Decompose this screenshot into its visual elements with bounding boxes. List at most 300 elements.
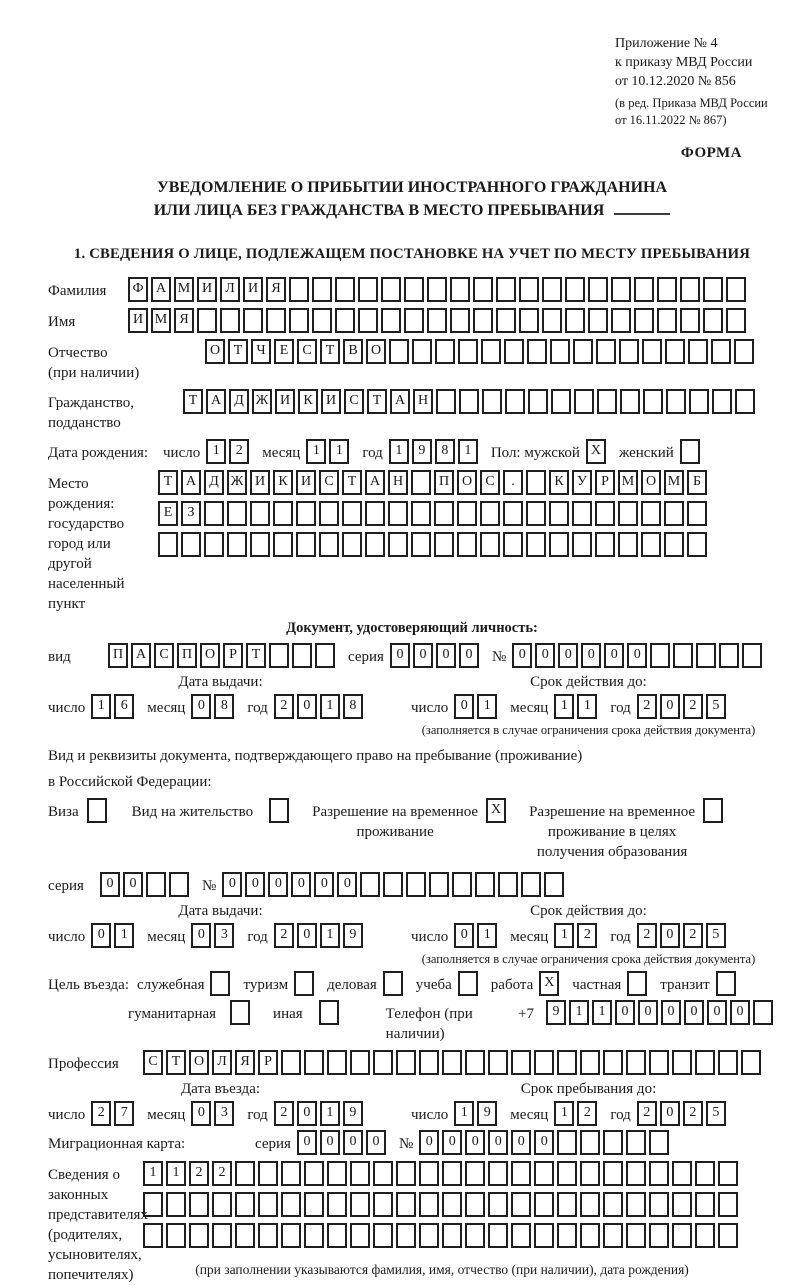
citizenship-cell[interactable]: А [390,389,410,414]
profession-cell[interactable] [488,1050,508,1075]
surname-cell[interactable] [657,277,677,302]
representatives-row3-cell[interactable] [534,1223,554,1248]
representatives-row2-cell[interactable] [442,1192,462,1217]
entry-day-cell[interactable]: 2 [91,1101,111,1126]
patronymic-cell[interactable] [504,339,524,364]
birth-place-row2-cell[interactable] [250,501,270,526]
mig-series-cell[interactable]: 0 [297,1130,317,1155]
representatives-row1-cell[interactable] [327,1161,347,1186]
birth-place-row3-cell[interactable] [204,532,224,557]
mig-number-cell[interactable] [580,1130,600,1155]
birth-place-row1-cell[interactable]: Д [204,470,224,495]
birth-place-row1-cell[interactable]: О [457,470,477,495]
patronymic-cell[interactable]: О [366,339,386,364]
birth-place-row3-cell[interactable] [664,532,684,557]
res-series-cell[interactable]: 0 [100,872,120,897]
birth-place-row2-cell[interactable]: З [181,501,201,526]
doc-valid-month-cell[interactable]: 1 [577,694,597,719]
representatives-row1-cell[interactable] [534,1161,554,1186]
doc-valid-year-cell[interactable]: 0 [660,694,680,719]
doc-issue-year-cell[interactable]: 1 [320,694,340,719]
stay-year-cell[interactable]: 0 [660,1101,680,1126]
representatives-row2-cell[interactable] [235,1192,255,1217]
purpose-study-cell[interactable] [458,971,478,996]
stay-year-cell[interactable]: 2 [637,1101,657,1126]
doc-type-cell[interactable] [269,643,289,668]
patronymic-cell[interactable] [642,339,662,364]
given-name-cell[interactable] [243,308,263,333]
representatives-row1-cell[interactable] [603,1161,623,1186]
representatives-row3-cell[interactable] [580,1223,600,1248]
birth-place-row2-cell[interactable] [503,501,523,526]
birth-place-row3-cell[interactable] [342,532,362,557]
birth-place-row2-cell[interactable] [457,501,477,526]
doc-type-cell[interactable]: Р [223,643,243,668]
residence-permit-cell[interactable] [269,798,289,823]
res-issue-year-cell[interactable]: 0 [297,923,317,948]
given-name-cell[interactable] [404,308,424,333]
citizenship-cell[interactable] [505,389,525,414]
res-number-cell[interactable]: 0 [245,872,265,897]
patronymic-cell[interactable] [734,339,754,364]
purpose-work-cell[interactable]: X [539,971,559,996]
res-issue-day-cell[interactable]: 1 [114,923,134,948]
res-number-cell[interactable]: 0 [268,872,288,897]
res-issue-year-cell[interactable]: 9 [343,923,363,948]
representatives-row3-cell[interactable] [557,1223,577,1248]
citizenship-cell[interactable] [643,389,663,414]
profession-cell[interactable] [741,1050,761,1075]
given-name-cell[interactable] [496,308,516,333]
birth-place-row3-cell[interactable] [365,532,385,557]
surname-cell[interactable] [289,277,309,302]
profession-cell[interactable] [442,1050,462,1075]
citizenship-cell[interactable] [551,389,571,414]
mig-number-cell[interactable]: 0 [511,1130,531,1155]
citizenship-cell[interactable] [528,389,548,414]
citizenship-cell[interactable] [482,389,502,414]
doc-issue-day-cell[interactable]: 1 [91,694,111,719]
surname-cell[interactable] [542,277,562,302]
given-name-cell[interactable] [657,308,677,333]
profession-cell[interactable] [718,1050,738,1075]
doc-number-cell[interactable]: 0 [558,643,578,668]
res-series-cell[interactable] [169,872,189,897]
representatives-row2-cell[interactable] [281,1192,301,1217]
surname-cell[interactable] [404,277,424,302]
representatives-row2-cell[interactable] [626,1192,646,1217]
patronymic-cell[interactable]: О [205,339,225,364]
surname-cell[interactable] [726,277,746,302]
patronymic-cell[interactable] [688,339,708,364]
citizenship-cell[interactable]: С [344,389,364,414]
birth-place-row1-cell[interactable]: Т [158,470,178,495]
patronymic-cell[interactable] [435,339,455,364]
profession-cell[interactable]: О [189,1050,209,1075]
doc-issue-year-cell[interactable]: 2 [274,694,294,719]
patronymic-cell[interactable] [573,339,593,364]
surname-cell[interactable] [519,277,539,302]
representatives-row3-cell[interactable] [304,1223,324,1248]
res-number-cell[interactable]: 0 [222,872,242,897]
surname-cell[interactable]: А [151,277,171,302]
patronymic-cell[interactable]: В [343,339,363,364]
given-name-cell[interactable] [519,308,539,333]
patronymic-cell[interactable] [711,339,731,364]
entry-month-cell[interactable]: 0 [191,1101,211,1126]
mig-number-cell[interactable] [649,1130,669,1155]
birth-place-row3-cell[interactable] [595,532,615,557]
profession-cell[interactable] [419,1050,439,1075]
birth-place-row2-cell[interactable] [319,501,339,526]
citizenship-cell[interactable] [689,389,709,414]
birth-place-row1-cell[interactable]: А [181,470,201,495]
phone-cell[interactable]: 0 [684,1000,704,1025]
birth-place-row1-cell[interactable]: М [664,470,684,495]
mig-series-cell[interactable]: 0 [320,1130,340,1155]
birth-place-row1-cell[interactable]: Р [595,470,615,495]
representatives-row1-cell[interactable] [626,1161,646,1186]
birth-place-row1-cell[interactable]: А [365,470,385,495]
birth-place-row3-cell[interactable] [273,532,293,557]
patronymic-cell[interactable]: Т [320,339,340,364]
representatives-row1-cell[interactable] [442,1161,462,1186]
given-name-cell[interactable] [220,308,240,333]
birth-place-row2-cell[interactable] [687,501,707,526]
citizenship-cell[interactable] [436,389,456,414]
res-number-cell[interactable] [406,872,426,897]
given-name-cell[interactable] [588,308,608,333]
representatives-row3-cell[interactable] [327,1223,347,1248]
res-issue-year-cell[interactable]: 2 [274,923,294,948]
birth-place-row1-cell[interactable]: Ж [227,470,247,495]
doc-type-cell[interactable]: П [108,643,128,668]
representatives-row3-cell[interactable] [626,1223,646,1248]
birth-place-row3-cell[interactable] [618,532,638,557]
representatives-row1-cell[interactable] [396,1161,416,1186]
phone-cell[interactable]: 0 [730,1000,750,1025]
surname-cell[interactable] [427,277,447,302]
res-number-cell[interactable]: 0 [337,872,357,897]
patronymic-cell[interactable] [550,339,570,364]
birth-place-row1-cell[interactable]: У [572,470,592,495]
birth-place-row3-cell[interactable] [434,532,454,557]
mig-number-cell[interactable]: 0 [534,1130,554,1155]
representatives-row1-cell[interactable] [511,1161,531,1186]
birth-place-row1-cell[interactable]: . [503,470,523,495]
representatives-row1-cell[interactable] [488,1161,508,1186]
representatives-row3-cell[interactable] [235,1223,255,1248]
representatives-row2-cell[interactable] [419,1192,439,1217]
surname-cell[interactable] [496,277,516,302]
given-name-cell[interactable] [542,308,562,333]
citizenship-cell[interactable]: Т [367,389,387,414]
representatives-row2-cell[interactable] [603,1192,623,1217]
birth-place-row2-cell[interactable] [480,501,500,526]
birth-place-row3-cell[interactable] [296,532,316,557]
representatives-row1-cell[interactable]: 2 [189,1161,209,1186]
res-valid-year-cell[interactable]: 2 [683,923,703,948]
representatives-row2-cell[interactable] [396,1192,416,1217]
given-name-cell[interactable] [565,308,585,333]
birth-year-cell[interactable]: 1 [389,439,409,464]
profession-cell[interactable] [649,1050,669,1075]
res-issue-day-cell[interactable]: 0 [91,923,111,948]
birth-place-row1-cell[interactable]: И [296,470,316,495]
representatives-row3-cell[interactable] [442,1223,462,1248]
birth-place-row1-cell[interactable] [526,470,546,495]
doc-number-cell[interactable]: 0 [512,643,532,668]
birth-place-row3-cell[interactable] [457,532,477,557]
birth-place-row2-cell[interactable] [273,501,293,526]
given-name-cell[interactable] [450,308,470,333]
doc-number-cell[interactable] [742,643,762,668]
given-name-cell[interactable] [358,308,378,333]
representatives-row1-cell[interactable]: 1 [166,1161,186,1186]
res-number-cell[interactable] [475,872,495,897]
representatives-row1-cell[interactable] [304,1161,324,1186]
given-name-cell[interactable] [335,308,355,333]
birth-place-row3-cell[interactable] [687,532,707,557]
birth-place-row2-cell[interactable] [549,501,569,526]
birth-month-cell[interactable]: 1 [329,439,349,464]
representatives-row1-cell[interactable] [350,1161,370,1186]
citizenship-cell[interactable]: К [298,389,318,414]
representatives-row1-cell[interactable] [373,1161,393,1186]
entry-year-cell[interactable]: 1 [320,1101,340,1126]
doc-series-cell[interactable]: 0 [459,643,479,668]
mig-number-cell[interactable]: 0 [419,1130,439,1155]
representatives-row2-cell[interactable] [166,1192,186,1217]
temp-residence-edu-cell[interactable] [703,798,723,823]
doc-valid-year-cell[interactable]: 2 [683,694,703,719]
birth-place-row3-cell[interactable] [319,532,339,557]
doc-number-cell[interactable]: 0 [627,643,647,668]
birth-place-row1-cell[interactable]: С [480,470,500,495]
mig-series-cell[interactable]: 0 [366,1130,386,1155]
birth-place-row3-cell[interactable] [503,532,523,557]
given-name-cell[interactable] [703,308,723,333]
representatives-row1-cell[interactable] [695,1161,715,1186]
phone-cell[interactable]: 1 [592,1000,612,1025]
patronymic-cell[interactable] [412,339,432,364]
birth-place-row3-cell[interactable] [250,532,270,557]
surname-cell[interactable] [703,277,723,302]
representatives-row2-cell[interactable] [580,1192,600,1217]
given-name-cell[interactable] [289,308,309,333]
given-name-cell[interactable] [473,308,493,333]
purpose-transit-cell[interactable] [716,971,736,996]
birth-place-row1-cell[interactable]: Н [388,470,408,495]
res-number-cell[interactable] [521,872,541,897]
profession-cell[interactable] [672,1050,692,1075]
citizenship-cell[interactable]: Ж [252,389,272,414]
res-valid-day-cell[interactable]: 1 [477,923,497,948]
patronymic-cell[interactable] [619,339,639,364]
res-valid-month-cell[interactable]: 1 [554,923,574,948]
citizenship-cell[interactable] [459,389,479,414]
representatives-row3-cell[interactable] [465,1223,485,1248]
doc-series-cell[interactable]: 0 [436,643,456,668]
doc-issue-year-cell[interactable]: 8 [343,694,363,719]
citizenship-cell[interactable]: А [206,389,226,414]
surname-cell[interactable] [335,277,355,302]
surname-cell[interactable]: Ф [128,277,148,302]
mig-number-cell[interactable] [626,1130,646,1155]
birth-place-row1-cell[interactable]: С [319,470,339,495]
birth-place-row2-cell[interactable] [434,501,454,526]
entry-year-cell[interactable]: 0 [297,1101,317,1126]
surname-cell[interactable] [634,277,654,302]
given-name-cell[interactable] [427,308,447,333]
doc-valid-month-cell[interactable]: 1 [554,694,574,719]
res-valid-year-cell[interactable]: 5 [706,923,726,948]
citizenship-cell[interactable]: Т [183,389,203,414]
given-name-cell[interactable]: И [128,308,148,333]
res-series-cell[interactable] [146,872,166,897]
birth-place-row3-cell[interactable] [181,532,201,557]
representatives-row2-cell[interactable] [557,1192,577,1217]
doc-issue-month-cell[interactable]: 8 [214,694,234,719]
representatives-row1-cell[interactable]: 2 [212,1161,232,1186]
given-name-cell[interactable] [266,308,286,333]
birth-place-row2-cell[interactable] [227,501,247,526]
representatives-row2-cell[interactable] [695,1192,715,1217]
citizenship-cell[interactable]: Н [413,389,433,414]
stay-year-cell[interactable]: 2 [683,1101,703,1126]
phone-cell[interactable] [753,1000,773,1025]
doc-type-cell[interactable]: О [200,643,220,668]
birth-place-row2-cell[interactable] [342,501,362,526]
res-issue-month-cell[interactable]: 0 [191,923,211,948]
surname-cell[interactable] [381,277,401,302]
representatives-row2-cell[interactable] [143,1192,163,1217]
representatives-row1-cell[interactable] [258,1161,278,1186]
res-number-cell[interactable]: 0 [291,872,311,897]
representatives-row3-cell[interactable] [419,1223,439,1248]
res-valid-month-cell[interactable]: 2 [577,923,597,948]
birth-year-cell[interactable]: 1 [458,439,478,464]
entry-month-cell[interactable]: 3 [214,1101,234,1126]
representatives-row3-cell[interactable] [166,1223,186,1248]
res-number-cell[interactable] [498,872,518,897]
citizenship-cell[interactable] [666,389,686,414]
citizenship-cell[interactable] [712,389,732,414]
birth-year-cell[interactable]: 9 [412,439,432,464]
given-name-cell[interactable] [726,308,746,333]
citizenship-cell[interactable]: Д [229,389,249,414]
birth-place-row3-cell[interactable] [388,532,408,557]
doc-issue-year-cell[interactable]: 0 [297,694,317,719]
doc-series-cell[interactable]: 0 [390,643,410,668]
stay-day-cell[interactable]: 9 [477,1101,497,1126]
purpose-private-cell[interactable] [627,971,647,996]
citizenship-cell[interactable] [735,389,755,414]
citizenship-cell[interactable] [597,389,617,414]
profession-cell[interactable] [281,1050,301,1075]
birth-place-row1-cell[interactable]: Т [342,470,362,495]
representatives-row3-cell[interactable] [212,1223,232,1248]
birth-place-row1-cell[interactable] [411,470,431,495]
patronymic-cell[interactable] [481,339,501,364]
res-number-cell[interactable]: 0 [314,872,334,897]
surname-cell[interactable] [611,277,631,302]
representatives-row2-cell[interactable] [350,1192,370,1217]
profession-cell[interactable] [511,1050,531,1075]
representatives-row2-cell[interactable] [304,1192,324,1217]
doc-number-cell[interactable] [719,643,739,668]
patronymic-cell[interactable] [458,339,478,364]
birth-place-row3-cell[interactable] [158,532,178,557]
birth-place-row2-cell[interactable] [664,501,684,526]
birth-place-row1-cell[interactable]: И [250,470,270,495]
birth-place-row1-cell[interactable]: К [549,470,569,495]
doc-number-cell[interactable]: 0 [535,643,555,668]
birth-place-row2-cell[interactable] [595,501,615,526]
representatives-row3-cell[interactable] [672,1223,692,1248]
res-valid-year-cell[interactable]: 0 [660,923,680,948]
temp-residence-cell[interactable]: X [486,798,506,823]
profession-cell[interactable] [695,1050,715,1075]
birth-place-row2-cell[interactable] [296,501,316,526]
representatives-row2-cell[interactable] [465,1192,485,1217]
representatives-row1-cell[interactable] [672,1161,692,1186]
res-issue-year-cell[interactable]: 1 [320,923,340,948]
representatives-row3-cell[interactable] [511,1223,531,1248]
citizenship-cell[interactable]: И [275,389,295,414]
birth-place-row1-cell[interactable]: М [618,470,638,495]
birth-month-cell[interactable]: 1 [306,439,326,464]
stay-month-cell[interactable]: 1 [554,1101,574,1126]
patronymic-cell[interactable]: Т [228,339,248,364]
mig-number-cell[interactable] [557,1130,577,1155]
birth-place-row2-cell[interactable] [365,501,385,526]
surname-cell[interactable] [450,277,470,302]
patronymic-cell[interactable]: Ч [251,339,271,364]
birth-place-row3-cell[interactable] [411,532,431,557]
profession-cell[interactable] [626,1050,646,1075]
representatives-row3-cell[interactable] [695,1223,715,1248]
res-number-cell[interactable] [452,872,472,897]
doc-type-cell[interactable] [292,643,312,668]
doc-issue-day-cell[interactable]: 6 [114,694,134,719]
mig-series-cell[interactable]: 0 [343,1130,363,1155]
profession-cell[interactable]: С [143,1050,163,1075]
representatives-row1-cell[interactable] [718,1161,738,1186]
patronymic-cell[interactable]: С [297,339,317,364]
birth-place-row2-cell[interactable]: Е [158,501,178,526]
surname-cell[interactable] [358,277,378,302]
surname-cell[interactable]: М [174,277,194,302]
doc-series-cell[interactable]: 0 [413,643,433,668]
representatives-row3-cell[interactable] [603,1223,623,1248]
birth-place-row2-cell[interactable] [204,501,224,526]
representatives-row3-cell[interactable] [143,1223,163,1248]
profession-cell[interactable] [396,1050,416,1075]
representatives-row2-cell[interactable] [534,1192,554,1217]
profession-cell[interactable]: Л [212,1050,232,1075]
patronymic-cell[interactable] [665,339,685,364]
representatives-row2-cell[interactable] [672,1192,692,1217]
res-number-cell[interactable] [383,872,403,897]
res-valid-day-cell[interactable]: 0 [454,923,474,948]
representatives-row2-cell[interactable] [718,1192,738,1217]
surname-cell[interactable]: И [243,277,263,302]
representatives-row3-cell[interactable] [718,1223,738,1248]
given-name-cell[interactable] [381,308,401,333]
profession-cell[interactable] [373,1050,393,1075]
visa-cell[interactable] [87,798,107,823]
